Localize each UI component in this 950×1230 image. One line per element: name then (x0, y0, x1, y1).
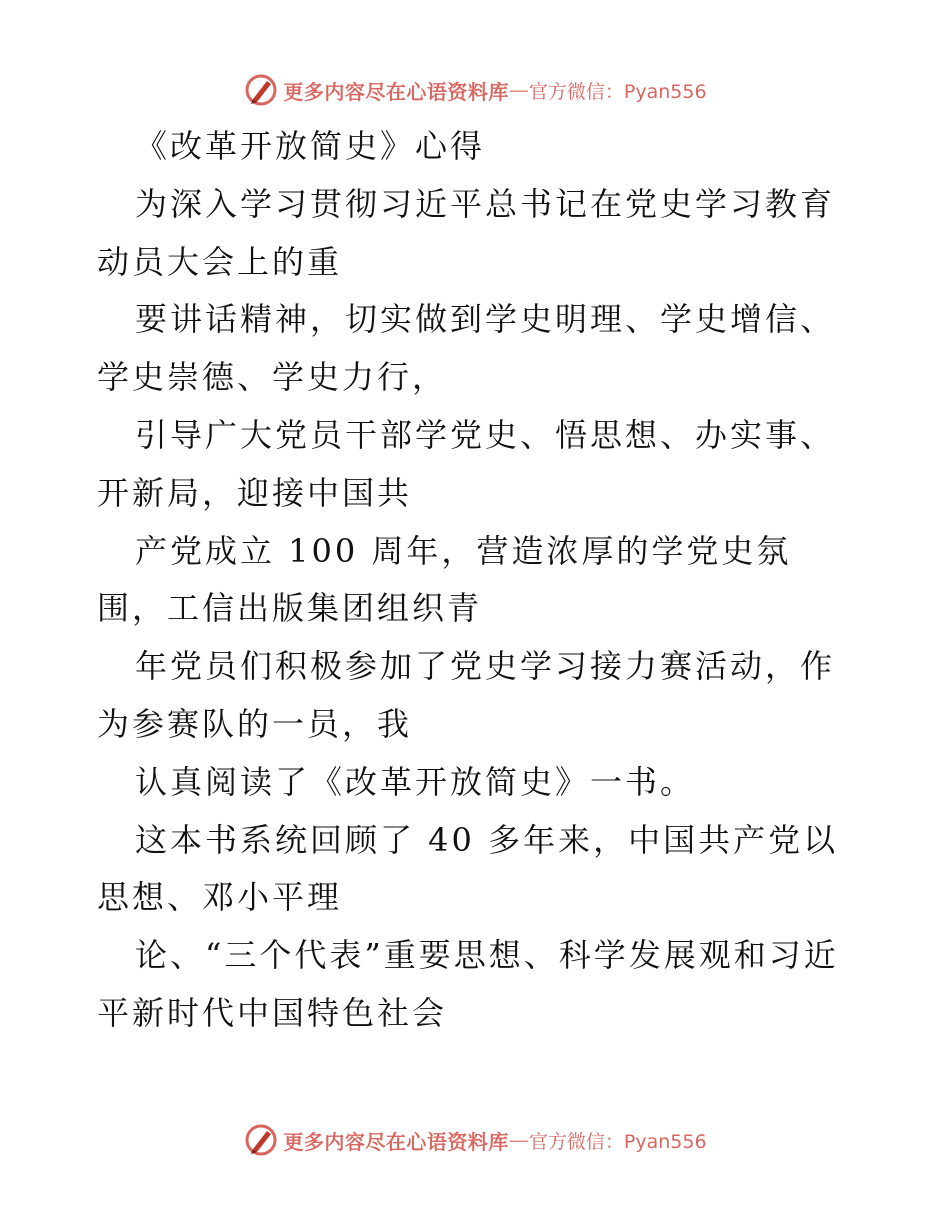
paragraph: 为深入学习贯彻习近平总书记在党史学习教育动员大会上的重 (97, 184, 836, 281)
paragraph: 认真阅读了《改革开放简史》一书。 (135, 762, 696, 801)
document-title: 《改革开放简史》心得 (135, 127, 486, 165)
paragraph: 论、“三个代表”重要思想、科学发展观和习近平新时代中国特色社会 (97, 936, 839, 1032)
separator: — (508, 78, 529, 102)
footer-banner (0, 1120, 950, 1160)
wechat-text: 官方微信：Pyan556 (528, 80, 707, 103)
paragraph: 这本书系统回顾了 40 多年来，中国共产党以思想、邓小平理 (97, 820, 839, 917)
paragraph: 要讲话精神，切实做到学史明理、学史增信、学史崇德、学史力行， (97, 300, 836, 397)
document-body (97, 118, 857, 1043)
promo-text: 更多内容尽在心语资料库 (283, 79, 509, 104)
paragraph: 年党员们积极参加了党史学习接力赛活动，作为参赛队的一员，我 (97, 647, 836, 743)
promo-text: 更多内容尽在心语资料库 (283, 1129, 509, 1154)
header-banner (0, 70, 950, 110)
paragraph: 产党成立 100 周年，营造浓厚的学党史氛围，工信出版集团组织青 (97, 531, 792, 628)
red-pen-circle-logo-icon (243, 1122, 279, 1158)
red-pen-circle-logo-icon (243, 72, 279, 108)
paragraph: 引导广大党员干部学党史、悟思想、办实事、开新局，迎接中国共 (97, 415, 836, 512)
separator: — (508, 1128, 529, 1152)
wechat-text: 官方微信：Pyan556 (528, 1130, 707, 1153)
